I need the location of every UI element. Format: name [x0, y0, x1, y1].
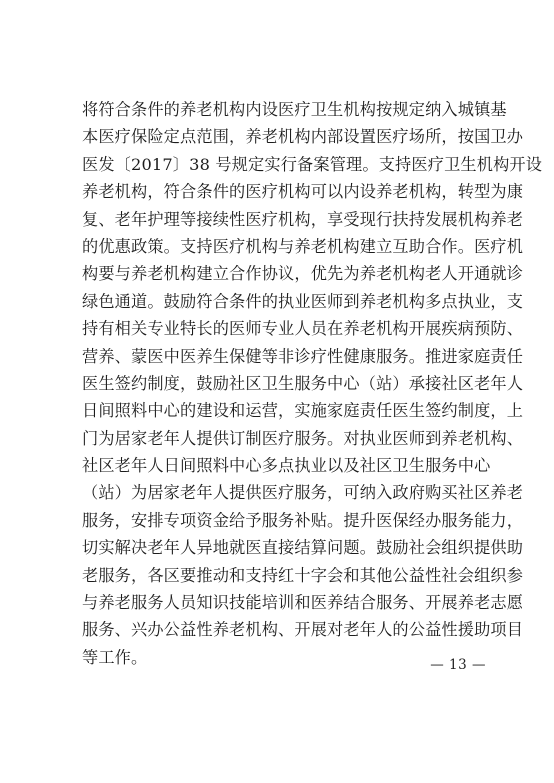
text-line: 本医疗保险定点范围，养老机构内部设置医疗场所，按国卫办	[82, 127, 524, 147]
text-line: 将符合条件的养老机构内设医疗卫生机构按规定纳入城镇基	[82, 100, 507, 119]
page-number: — 13 —	[430, 657, 486, 673]
text-line: （站）为居家老年人提供医疗服务，可纳入政府购买社区养老	[82, 483, 524, 503]
text-line: 社区老年人日间照料中心多点执业以及社区卫生服务中心	[82, 456, 491, 476]
text-line: 服务、兴办公益性养老机构、开展对老年人的公益性援助项目	[82, 620, 524, 640]
text-line: 构要与养老机构建立合作协议，优先为养老机构老人开通就诊	[82, 264, 524, 284]
text-line: 养老机构，符合条件的医疗机构可以内设养老机构，转型为康	[82, 182, 524, 202]
text-line: 医生签约制度，鼓励社区卫生服务中心（站）承接社区老年人	[82, 373, 524, 393]
text-line: 门为居家老年人提供订制医疗服务。对执业医师到养老机构、	[82, 428, 524, 448]
text-line: 复、老年护理等接续性医疗机构，享受现行扶持发展机构养老	[82, 209, 524, 229]
text-line: 与养老服务人员知识技能培训和医养结合服务、开展养老志愿	[82, 593, 524, 613]
text-line: 日间照料中心的建设和运营，实施家庭责任医生签约制度，上	[82, 401, 524, 421]
text-line: 持有相关专业特长的医师专业人员在养老机构开展疾病预防、	[82, 319, 524, 339]
text-line: 服务，安排专项资金给予服务补贴。提升医保经办服务能力，	[82, 510, 524, 530]
text-line: 营养、蒙医中医养生保健等非诊疗性健康服务。推进家庭责任	[82, 346, 524, 366]
text-line: 医发〔2017〕38 号规定实行备案管理。支持医疗卫生机构开设	[82, 154, 543, 174]
text-line: 老服务，各区要推动和支持红十字会和其他公益性社会组织参	[82, 565, 524, 585]
text-line: 绿色通道。鼓励符合条件的执业医师到养老机构多点执业，支	[82, 291, 524, 311]
body-text	[82, 96, 543, 671]
text-line: 等工作。	[82, 647, 148, 667]
text-line: 切实解决老年人异地就医直接结算问题。鼓励社会组织提供助	[82, 538, 524, 558]
text-line: 的优惠政策。支持医疗机构与养老机构建立互助合作。医疗机	[82, 236, 524, 256]
